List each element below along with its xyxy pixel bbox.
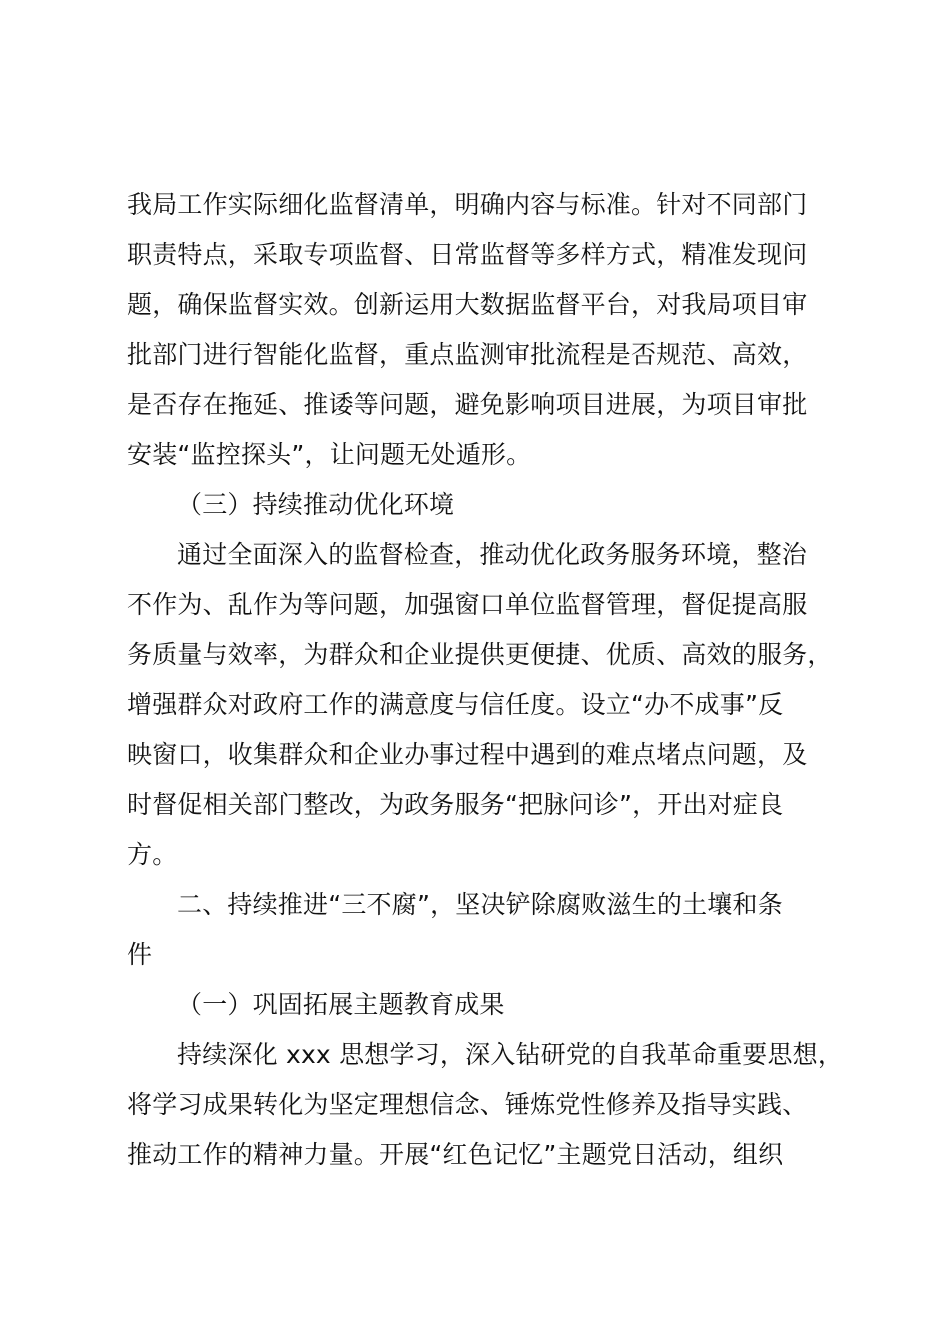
body-text-line: 将学习成果转化为坚定理想信念、锤炼党性修养及指导实践、 bbox=[127, 1090, 808, 1119]
body-text-line: 批部门进行智能化监督，重点监测审批流程是否规范、高效， bbox=[127, 340, 808, 369]
body-text-line: 映窗口，收集群众和企业办事过程中遇到的难点堵点问题，及 bbox=[127, 740, 808, 769]
body-text-line: 务质量与效率，为群众和企业提供更便捷、优质、高效的服务， bbox=[127, 640, 833, 669]
chapter-heading-2-continued: 件 bbox=[127, 940, 153, 969]
body-text-line: 推动工作的精神力量。开展“红色记忆”主题党日活动，组织 bbox=[127, 1140, 784, 1169]
body-text-line: 不作为、乱作为等问题，加强窗口单位监督管理，督促提高服 bbox=[127, 590, 808, 619]
body-text-line: 职责特点，采取专项监督、日常监督等多样方式，精准发现问 bbox=[127, 240, 808, 269]
body-text-line: 方。 bbox=[127, 840, 178, 869]
body-text-line: 是否存在拖延、推诿等问题，避免影响项目进展，为项目审批 bbox=[127, 390, 808, 419]
body-text-line: 时督促相关部门整改，为政务服务“把脉问诊”，开出对症良 bbox=[127, 790, 784, 819]
body-text-line: 通过全面深入的监督检查，推动优化政务服务环境，整治 bbox=[177, 540, 808, 569]
body-text-line: 增强群众对政府工作的满意度与信任度。设立“办不成事”反 bbox=[127, 690, 784, 719]
body-text-line: 持续深化 xxx 思想学习，深入钻研党的自我革命重要思想， bbox=[177, 1040, 844, 1069]
body-text-line: 我局工作实际细化监督清单，明确内容与标准。针对不同部门 bbox=[127, 190, 808, 219]
body-text-line: 安装“监控探头”，让问题无处遁形。 bbox=[127, 440, 532, 469]
body-text-line: 题，确保监督实效。创新运用大数据监督平台，对我局项目审 bbox=[127, 290, 808, 319]
section-heading-3: （三）持续推动优化环境 bbox=[177, 490, 455, 519]
chapter-heading-2: 二、持续推进“三不腐”，坚决铲除腐败滋生的土壤和条 bbox=[177, 890, 783, 919]
section-heading-1: （一）巩固拓展主题教育成果 bbox=[177, 990, 505, 1019]
